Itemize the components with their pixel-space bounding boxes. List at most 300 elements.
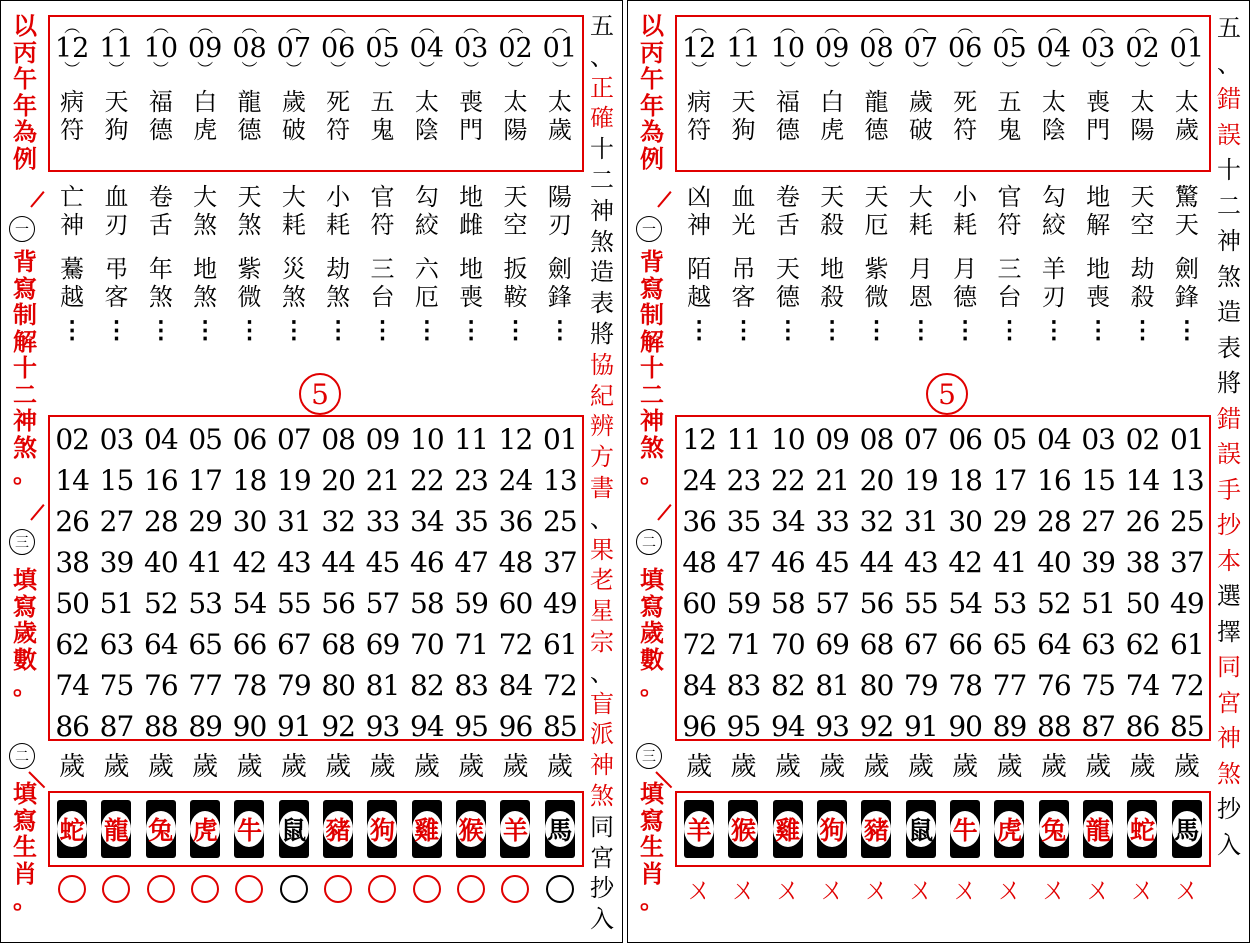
paren-close: ︶ [197, 60, 214, 79]
shen-name: 天狗 [104, 88, 129, 144]
age-cell: 17 [188, 464, 222, 497]
zodiac-animal: 狗 [367, 811, 397, 847]
title-char: 星 [590, 597, 614, 626]
mark-cell [493, 875, 537, 909]
zodiac-tile [817, 800, 847, 858]
shen-name: 死符 [953, 88, 978, 144]
paren-close: ︶ [735, 60, 752, 79]
sha-colon: ⋮ [237, 315, 262, 344]
shen-column [854, 19, 898, 144]
age-cell: 26 [55, 505, 89, 538]
sha-name-secondary: 陌越 [687, 255, 712, 311]
zodiac-cell [1032, 793, 1076, 865]
title-char: 誤 [1217, 120, 1241, 149]
age-cell: 89 [992, 710, 1027, 743]
caption-age-char: 填 [640, 565, 664, 594]
age-cell: 39 [99, 546, 134, 579]
shen-column [987, 19, 1031, 144]
paren-close: ︶ [463, 60, 480, 79]
shen-column [227, 19, 271, 144]
marker-one: 一 [636, 216, 662, 242]
shen-number: 02 [1125, 33, 1160, 64]
age-cell: 28 [144, 505, 178, 538]
mark-cell [899, 875, 943, 905]
age-cell: 60 [498, 587, 533, 620]
sui-label: 歲 [686, 752, 713, 782]
age-cell: 52 [144, 587, 178, 620]
sha-column [854, 183, 898, 344]
paren-open: ︵ [374, 17, 391, 36]
paren-open: ︵ [507, 17, 524, 36]
shen-number: 08 [232, 33, 267, 64]
title-char: 老 [590, 566, 614, 595]
sui-label: 歲 [863, 752, 890, 782]
zodiac-cell [899, 793, 943, 865]
age-cell: 79 [904, 669, 938, 702]
caption-example-char: 年 [640, 90, 664, 120]
shen-name: 五鬼 [997, 88, 1022, 144]
shen-name: 太陽 [503, 88, 528, 144]
sha-name-secondary: 弔客 [104, 255, 129, 311]
zodiac-cell [139, 793, 183, 865]
sha-grid [677, 183, 1209, 344]
sha-name-primary: 地雌 [459, 183, 484, 239]
age-cell: 65 [992, 628, 1027, 661]
zodiac-cell [538, 793, 582, 865]
age-cell: 46 [410, 546, 444, 579]
paren-open: ︵ [1178, 17, 1195, 36]
sha-name-primary: 驚天 [1174, 183, 1199, 239]
marker-arrow [30, 504, 44, 521]
paren-close: ︶ [1001, 60, 1018, 79]
caption-memorize-char: 制 [13, 300, 37, 329]
zodiac-animal: 羊 [684, 811, 714, 847]
age-cell: 37 [543, 546, 577, 579]
sha-name-primary: 天殺 [820, 183, 845, 239]
title-char: 、 [590, 658, 614, 687]
marker-arrow [657, 191, 671, 208]
shen-number: 07 [276, 33, 311, 64]
age-cell: 68 [321, 628, 355, 661]
age-cell: 49 [1170, 587, 1204, 620]
zodiac-tile [190, 800, 220, 858]
sha-colon: ⋮ [414, 315, 439, 344]
sha-colon: ⋮ [820, 315, 845, 344]
zodiac-animal: 雞 [773, 811, 803, 847]
age-cell: 48 [682, 546, 716, 579]
paren-close: ︶ [374, 60, 391, 79]
mark-cell [139, 875, 183, 909]
age-cell: 96 [498, 710, 533, 743]
sui-label: 歲 [819, 752, 846, 782]
age-cell: 15 [99, 464, 134, 497]
zodiac-tile [773, 800, 803, 858]
sha-name-secondary: 地殺 [820, 255, 845, 311]
zodiac-cell [50, 793, 94, 865]
shen-column [316, 19, 360, 144]
sha-name-secondary: 地煞 [193, 255, 218, 311]
age-cell: 76 [144, 669, 178, 702]
age-cell: 38 [1125, 546, 1160, 579]
title-char: 盲 [590, 689, 614, 718]
sha-colon: ⋮ [1174, 315, 1199, 344]
caption-example-char: 以 [640, 11, 664, 40]
age-cell: 13 [543, 464, 577, 497]
caption-memorize-char: 背 [640, 247, 664, 276]
zodiac-tile [367, 800, 397, 858]
age-cell: 67 [904, 628, 938, 661]
sui-label: 歲 [907, 752, 934, 782]
marker-one: 一 [9, 216, 35, 242]
title-char: 表 [1217, 333, 1241, 362]
paren-close: ︶ [824, 60, 841, 79]
age-cell: 60 [682, 587, 716, 620]
age-cell: 70 [410, 628, 444, 661]
shen-name: 病符 [60, 88, 85, 144]
sha-name-primary: 官符 [997, 183, 1022, 239]
age-cell: 58 [771, 587, 805, 620]
age-cell: 30 [948, 505, 982, 538]
sha-name-primary: 血光 [731, 183, 756, 239]
caption-zodiac-char: 肖 [640, 858, 664, 888]
zodiac-tile [279, 800, 309, 858]
zodiac-animal: 虎 [994, 811, 1024, 847]
sha-name-primary: 勾絞 [1041, 183, 1066, 239]
shen-number: 12 [54, 33, 90, 64]
sha-column [50, 183, 94, 344]
mark-cell [405, 875, 449, 909]
shen-column [943, 19, 987, 144]
sha-name-secondary: 月恩 [908, 255, 933, 311]
age-cell: 64 [1037, 628, 1071, 661]
zodiac-tile [412, 800, 442, 858]
paren-open: ︵ [779, 17, 796, 36]
sha-column [810, 183, 854, 344]
age-cell: 86 [55, 710, 89, 743]
cross-mark: ㄨ [995, 873, 1024, 906]
zodiac-grid [677, 793, 1209, 865]
zodiac-cell [449, 793, 493, 865]
paren-close: ︶ [418, 60, 435, 79]
shen-number: 06 [320, 33, 356, 64]
sha-column [1032, 183, 1076, 344]
title-char: 五 [590, 12, 614, 40]
mark-cell [316, 875, 360, 909]
sha-name-primary: 天空 [1130, 183, 1155, 239]
age-cell: 61 [1170, 628, 1204, 661]
age-cell: 31 [904, 505, 938, 538]
sha-colon: ⋮ [864, 315, 889, 344]
zodiac-tile [906, 800, 936, 858]
caption-memorize-char: 十 [640, 353, 664, 382]
title-char: 派 [590, 720, 614, 749]
zodiac-animal: 豬 [861, 811, 891, 847]
caption-example-char: 丙 [13, 37, 37, 67]
caption-age [632, 567, 672, 700]
paren-close: ︶ [64, 60, 81, 79]
caption-age [5, 567, 45, 700]
zodiac-animal: 馬 [545, 811, 575, 847]
title-char: 二 [590, 165, 614, 194]
shen-name: 太陰 [414, 88, 439, 144]
sui-label: 歲 [369, 752, 396, 782]
sha-grid [50, 183, 582, 344]
sha-colon: ⋮ [1130, 315, 1155, 344]
shen-number: 12 [681, 33, 717, 64]
age-cell: 75 [1081, 669, 1115, 702]
age-cell: 54 [948, 587, 982, 620]
sha-colon: ⋮ [731, 315, 756, 344]
shen-column [94, 19, 138, 144]
sha-name-secondary: 天德 [775, 255, 800, 311]
age-cell: 93 [365, 710, 400, 743]
sha-name-primary: 地解 [1086, 183, 1111, 239]
circle-mark [457, 875, 485, 903]
age-cell: 22 [771, 464, 805, 497]
title-char: 正 [590, 73, 614, 102]
mark-cell [721, 875, 765, 905]
zodiac-tile [545, 800, 575, 858]
age-cell: 83 [726, 669, 761, 702]
age-grid [50, 419, 582, 747]
caption-age-char: 數 [640, 644, 664, 674]
age-cell: 44 [321, 546, 355, 579]
age-cell: 16 [1037, 464, 1071, 497]
title-char: 選 [1217, 582, 1241, 610]
sha-name-primary: 小耗 [326, 183, 351, 239]
caption-memorize-char: 神 [13, 406, 37, 435]
paren-close: ︶ [1045, 60, 1062, 79]
paren-close: ︶ [1134, 60, 1151, 79]
paren-close: ︶ [551, 60, 568, 79]
caption-age-char: 填 [13, 565, 37, 594]
age-cell: 71 [454, 628, 488, 661]
sha-name-secondary: 吊客 [731, 255, 756, 311]
sha-colon: ⋮ [60, 315, 85, 344]
caption-memorize-char: 煞 [640, 432, 664, 462]
mark-cell [94, 875, 138, 909]
caption-memorize-char: 二 [640, 379, 664, 409]
zodiac-tile [994, 800, 1024, 858]
title-char: 確 [590, 104, 614, 133]
sha-column [1076, 183, 1120, 344]
shen-column [810, 19, 854, 144]
age-cell: 52 [1037, 587, 1071, 620]
title-char: 將 [1217, 369, 1241, 397]
age-cell: 61 [543, 628, 577, 661]
cross-mark: ㄨ [773, 873, 802, 906]
sha-name-primary: 卷舌 [148, 183, 173, 239]
zodiac-tile [146, 800, 176, 858]
title-char: 錯 [1217, 404, 1241, 433]
caption-memorize-char: 寫 [640, 273, 664, 303]
sha-column [1165, 183, 1209, 344]
sha-name-primary: 亡神 [60, 183, 85, 239]
age-cell: 44 [859, 546, 894, 579]
mark-cell [538, 875, 582, 909]
circle-mark [102, 875, 130, 903]
age-cell: 83 [454, 669, 488, 702]
age-cell: 65 [188, 628, 222, 661]
caption-memorize-char: 。 [640, 459, 664, 488]
age-cell: 63 [99, 628, 134, 661]
age-cell: 41 [188, 546, 222, 579]
shen-number: 11 [726, 33, 761, 64]
title-char: 抄 [1217, 795, 1241, 823]
age-cell: 25 [543, 505, 577, 538]
sui-label: 歲 [325, 752, 352, 782]
zodiac-cell [272, 793, 316, 865]
age-cell: 24 [682, 464, 716, 497]
sui-label: 歲 [413, 752, 440, 782]
age-cell: 41 [992, 546, 1027, 579]
age-cell: 49 [543, 587, 577, 620]
shen-number: 01 [542, 33, 577, 64]
zodiac-tile [861, 800, 891, 858]
sha-column [360, 183, 404, 344]
sui-label: 歲 [952, 752, 979, 782]
caption-example-char: 年 [13, 90, 37, 120]
age-cell: 77 [188, 669, 222, 702]
age-cell: 82 [410, 669, 444, 702]
age-cell: 08 [321, 423, 355, 456]
title-char: 手 [1217, 475, 1241, 504]
shen-column [360, 19, 404, 144]
title-char: 神 [1217, 724, 1241, 752]
age-cell: 24 [498, 464, 533, 497]
paren-open: ︵ [824, 17, 841, 36]
age-cell: 90 [232, 710, 267, 743]
shen-name: 五鬼 [370, 88, 395, 144]
sha-name-primary: 血刃 [104, 183, 129, 239]
title-char: 造 [590, 258, 614, 287]
age-cell: 35 [454, 505, 488, 538]
age-cell: 45 [365, 546, 400, 579]
age-cell: 01 [1170, 423, 1204, 456]
age-cell: 95 [454, 710, 488, 743]
sha-name-secondary: 地喪 [1086, 255, 1111, 311]
shen-number: 11 [99, 33, 134, 64]
age-cell: 06 [948, 423, 982, 456]
age-cell: 96 [682, 710, 716, 743]
sha-column [943, 183, 987, 344]
shen-name: 歲破 [908, 88, 933, 144]
shen-name: 喪門 [459, 88, 484, 144]
shen-column [899, 19, 943, 144]
marker-arrow [30, 191, 44, 208]
age-cell: 33 [365, 505, 400, 538]
caption-example-char: 以 [13, 11, 37, 40]
age-cell: 29 [992, 505, 1027, 538]
shen-name: 病符 [687, 88, 712, 144]
sui-label: 歲 [774, 752, 801, 782]
sha-column [677, 183, 721, 344]
age-cell: 85 [543, 710, 577, 743]
age-cell: 91 [277, 710, 311, 743]
age-cell: 77 [992, 669, 1027, 702]
cross-mark: ㄨ [818, 873, 847, 906]
mark-cell [1076, 875, 1120, 905]
age-cell: 29 [188, 505, 222, 538]
age-cell: 63 [1081, 628, 1115, 661]
paren-open: ︵ [241, 17, 258, 36]
title-char: 煞 [1217, 262, 1241, 291]
title-char: 神 [590, 196, 614, 225]
age-cell: 84 [498, 669, 533, 702]
age-cell: 69 [815, 628, 849, 661]
age-cell: 94 [410, 710, 444, 743]
paren-open: ︵ [1045, 17, 1062, 36]
zodiac-cell [766, 793, 810, 865]
age-cell: 74 [55, 669, 89, 702]
zodiac-cell [854, 793, 898, 865]
shen-name: 喪門 [1086, 88, 1111, 144]
shen-name: 白虎 [193, 88, 218, 144]
age-cell: 82 [771, 669, 805, 702]
marker-three: 三 [636, 743, 662, 769]
age-cell: 31 [277, 505, 311, 538]
vertical-title [584, 11, 620, 935]
age-cell: 12 [682, 423, 716, 456]
zodiac-tile [1172, 800, 1202, 858]
marks-row [677, 875, 1209, 905]
title-char: 書 [590, 473, 614, 502]
paren-close: ︶ [779, 60, 796, 79]
caption-example [632, 13, 672, 172]
sha-name-primary: 官符 [370, 183, 395, 239]
age-cell: 57 [365, 587, 400, 620]
shen-column [1076, 19, 1120, 144]
paren-close: ︶ [507, 60, 524, 79]
shen-number: 03 [453, 33, 489, 64]
age-cell: 03 [99, 423, 134, 456]
age-cell: 01 [543, 423, 577, 456]
sha-name-secondary: 月德 [953, 255, 978, 311]
mark-cell [183, 875, 227, 909]
age-cell: 56 [321, 587, 355, 620]
age-cell: 39 [1081, 546, 1115, 579]
shen-number: 09 [814, 33, 850, 64]
cross-mark: ㄨ [1084, 873, 1113, 906]
age-cell: 66 [948, 628, 982, 661]
marker-two: 二 [636, 529, 662, 555]
age-cell: 94 [771, 710, 805, 743]
sha-colon: ⋮ [148, 315, 173, 344]
zodiac-animal: 猴 [728, 811, 758, 847]
sha-colon: ⋮ [281, 315, 306, 344]
title-char: 誤 [1217, 440, 1241, 468]
age-cell: 11 [454, 423, 488, 456]
age-cell: 27 [99, 505, 134, 538]
age-cell: 80 [321, 669, 355, 702]
zodiac-animal: 蛇 [57, 811, 87, 847]
caption-memorize-char: 背 [13, 247, 37, 276]
sha-column [538, 183, 582, 344]
age-cell: 46 [771, 546, 805, 579]
age-cell: 81 [815, 669, 849, 702]
shen-column [139, 19, 183, 144]
sui-label: 歲 [458, 752, 485, 782]
age-cell: 32 [859, 505, 894, 538]
age-cell: 72 [498, 628, 533, 661]
shen-name: 太陰 [1041, 88, 1066, 144]
zodiac-cell [94, 793, 138, 865]
age-cell: 47 [726, 546, 761, 579]
sha-name-secondary: 劍鋒 [1174, 255, 1199, 311]
age-cell: 14 [55, 464, 89, 497]
sui-label: 歲 [502, 752, 529, 782]
age-cell: 78 [232, 669, 267, 702]
